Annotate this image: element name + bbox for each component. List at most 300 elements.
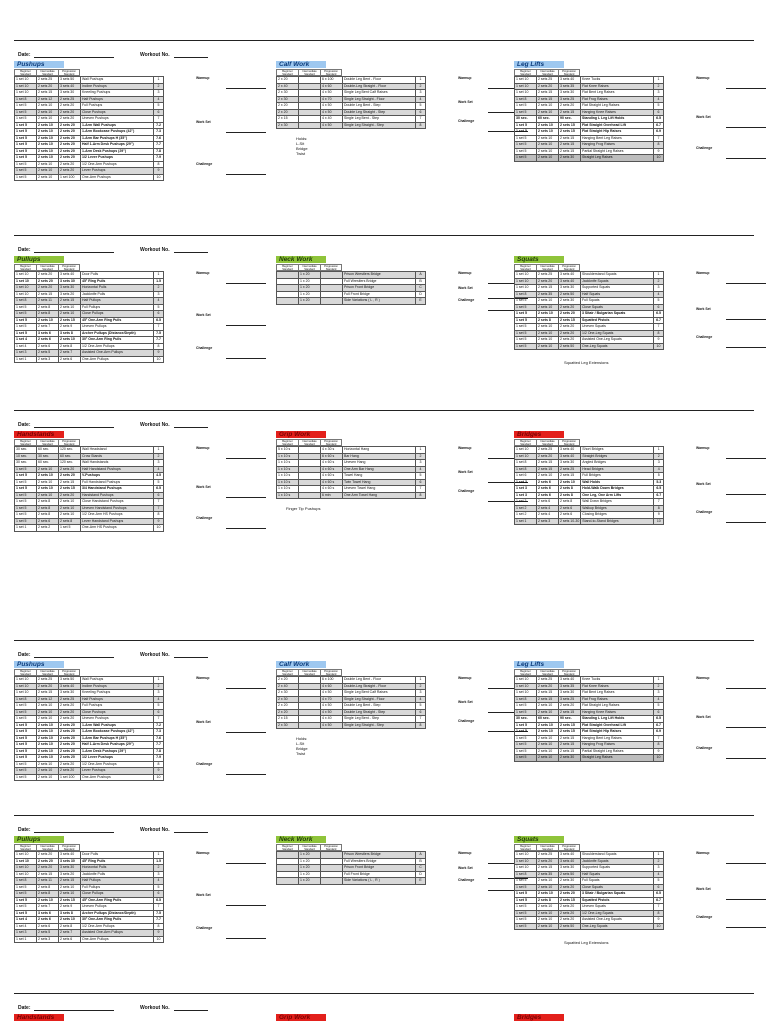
standard-cell: 4 x 60 s [321,486,343,493]
standard-cell: 2 sets 15 [537,285,559,292]
step-number: 7 [154,505,164,512]
standard-cell: 2 sets 15 [37,90,59,97]
date-input[interactable] [34,832,114,833]
standard-cell: 2 sets 10 [537,148,559,155]
standard-cell: 1 set 10 [15,683,37,690]
standard-cell: 2 x 30 [277,122,299,129]
standard-cell: 1 set 10 [515,90,537,97]
workout-no-label: Workout No. [140,827,170,833]
standard-cell: 2 sets 20 [559,891,581,898]
step-number: 4.5 [154,473,164,480]
exercise-name: Hanging Frog Raises [581,142,654,149]
standard-cell: 2 sets 10 [37,135,59,142]
step-number: C [416,865,426,872]
step-number: 6.7 [654,897,664,904]
exercise-name: 45° Ring Pulls [81,278,154,285]
standard-cell: 2 sets 10 [37,768,59,775]
step-number: 8 [654,330,664,337]
standard-cell: 3 sets 30 [59,858,81,865]
warmup-input[interactable] [726,458,766,459]
note-line: Squatted Leg Extensions [564,940,609,945]
exercise-section-handstands [14,1014,64,1021]
standard-cell: 2 sets 50 [559,871,581,878]
standard-cell: 2 x 30 [277,96,299,103]
exercise-section-pushups [14,61,164,181]
table-row [15,525,164,532]
challenge-label: Challenge [696,510,713,515]
challenge-input[interactable] [226,358,266,359]
standard-cell: 2 sets 9 [59,324,81,331]
step-number: 9 [654,337,664,344]
standard-cell: 2 sets 8 [559,499,581,506]
standard-cell: 2 sets 10 [59,505,81,512]
exercise-table [14,446,164,532]
standard-cell: 1 set 5 [15,729,37,736]
section-notes [564,360,664,365]
step-number: 7.3 [154,729,164,736]
step-number: 6.5 [154,317,164,324]
standard-header: Progression Standard [558,264,580,271]
work-set-input[interactable] [226,325,266,326]
table-row [15,174,164,181]
exercise-name: Flat Frog Raises [581,96,654,103]
note-line: Squatted Leg Extensions [564,360,609,365]
step-number: 5 [154,304,164,311]
standards-header [14,844,164,851]
exercise-name: Hanging Bent Leg Raises [581,135,654,142]
work-set-input[interactable] [226,497,266,498]
note-line: Holds: [296,136,308,141]
challenge-input[interactable] [726,347,766,348]
standard-cell: 1 set 5 [515,304,537,311]
step-number: 1 [416,77,426,84]
work-set-input[interactable] [226,132,266,133]
standard-header: Intermediate Standard [298,264,320,271]
section-title: Handstands [14,431,64,438]
work-set-input[interactable] [726,494,766,495]
work-set-input[interactable] [726,127,766,128]
exercise-name: Single Leg Straight - Step [343,122,416,129]
standard-cell: 2 sets 20 [59,135,81,142]
exercise-section-neck [276,836,426,885]
standard-cell: 1 set 10 [515,272,537,279]
step-number: 1 [154,272,164,279]
step-number: 3 [154,291,164,298]
standard-cell: 6 min [321,492,343,499]
standard-cell: 2 sets 15 [537,690,559,697]
exercise-name: 1-Arm Desk Pushups (29") [81,148,154,155]
table-row [515,923,664,930]
challenge-input[interactable] [226,774,266,775]
work-set-input[interactable] [726,899,766,900]
warmup-input[interactable] [726,88,766,89]
exercise-name: Close Squats [581,304,654,311]
standard-cell: 1 set 6 [515,473,537,480]
standard-cell: 2 sets 15 [559,709,581,716]
standard-cell: 2 sets 15 [59,486,81,493]
step-number: 4 [654,871,664,878]
exercise-name: Single Leg Bent - Step [343,116,416,123]
step-number: 7.8 [154,748,164,755]
standard-cell: 2 sets 35 [537,871,559,878]
step-number: 5 [416,103,426,110]
warmup-input[interactable] [226,283,266,284]
standard-cell: 2 sets 8 [37,499,59,506]
step-number: 6.5 [654,311,664,318]
standard-cell: 2 sets 10 [37,722,59,729]
exercise-name: Wall Pushups [81,677,154,684]
step-number: 7 [154,904,164,911]
standard-cell: 1 set 10 [515,690,537,697]
standard-cell: 1 set 5 [515,148,537,155]
standard-cell: 1 set 5 [15,703,37,710]
standard-cell: 2 sets 10 [37,729,59,736]
standard-cell: 3 sets 40 [559,447,581,454]
challenge-input[interactable] [726,927,766,928]
date-label: Date: [18,422,31,428]
exercise-name: Close Pullups [81,311,154,318]
warmup-input[interactable] [726,863,766,864]
standard-cell: 1 x 10 s [277,466,299,473]
standard-cell: 4 x 50 [321,703,343,710]
standard-cell: 2 x 20 [277,77,299,84]
step-number: 1 [654,677,664,684]
standard-cell: 1 set 5 [15,897,37,904]
exercise-name: Flat Straight Leg Raises [581,703,654,710]
exercise-name: 45° One-Arm Ring Pulls [81,317,154,324]
step-number: 1 [654,852,664,859]
standard-header: Beginner Standard [276,69,298,76]
standard-cell: 2 sets 6 [59,936,81,943]
standard-cell: 1 set 5 [515,155,537,162]
date-input[interactable] [34,57,114,58]
standard-cell: 1 set 5 [15,761,37,768]
exercise-name: Shoulderstand Squats [581,852,654,859]
standard-cell: 3 sets 35 [559,683,581,690]
standard-cell: 2 sets 10 [37,129,59,136]
step-number: 5 [654,878,664,885]
workout-no-input[interactable] [174,252,208,253]
exercise-name: Half Squats [581,871,654,878]
exercise-name: Knee Tucks [581,77,654,84]
standard-cell: 2 sets 20 [59,761,81,768]
standard-header: Intermediate Standard [536,669,558,676]
standard-cell: 3 sets 50 [59,77,81,84]
standard-cell: 2 sets 20 [59,122,81,129]
warmup-input[interactable] [226,863,266,864]
standards-header [276,844,426,851]
standard-cell: 1 x 10 s [277,492,299,499]
standard-cell: 2 sets 15 [559,109,581,116]
standard-cell: 1 set 10 [515,83,537,90]
standard-cell: 3 sets 40 [559,677,581,684]
work-set-input[interactable] [226,732,266,733]
standard-cell: 2 sets 10 [59,311,81,318]
standard-cell: 3 sets 30 [59,865,81,872]
standard-cell: 2 sets 20 [559,304,581,311]
date-input[interactable] [34,427,114,428]
exercise-name: One-Arm Pullups [81,936,154,943]
standard-cell: 2 sets 8 [37,891,59,898]
standard-header: Intermediate Standard [536,439,558,446]
date-input[interactable] [34,252,114,253]
standard-cell: 2 sets 10 [537,304,559,311]
step-number: 6.7 [654,722,664,729]
standard-cell: 1 set 5 [15,891,37,898]
exercise-name: Wall Down Bridges [581,499,654,506]
standard-cell: 3 sets 30 [59,278,81,285]
standard-cell: 4 x 70 [321,696,343,703]
standard-cell: 2 sets 6 [59,356,81,363]
challenge-input[interactable] [226,528,266,529]
standard-cell: 2 sets 6 [37,923,59,930]
warmup-input[interactable] [226,458,266,459]
step-number: 2 [654,858,664,865]
challenge-input[interactable] [226,938,266,939]
step-number: 8 [654,910,664,917]
standard-cell: 1 x 20 [299,285,321,292]
section-title: Handstands [14,1014,64,1021]
exercise-name: Twin Towel Hang [343,479,416,486]
step-number: 8 [416,722,426,729]
work-set-label: Work Set [458,286,473,291]
exercise-name: Prison Wrestlers Bridge [343,852,416,859]
standard-cell: 2 sets 10 [537,891,559,898]
standard-cell: 1 x 10 s [277,453,299,460]
standard-cell: 2 sets 10 [537,298,559,305]
standard-cell: 4 x 60 s [321,479,343,486]
step-number: 3 [416,90,426,97]
standard-cell: 2 x 15 [277,116,299,123]
work-set-label: Work Set [696,307,711,312]
exercise-name: Half 1-Arm Desk Pushups (29") [81,142,154,149]
standard-cell: 2 sets 8 [559,492,581,499]
standard-cell: 2 sets 8 [37,505,59,512]
exercise-name: Wall Handstands [81,460,154,467]
exercise-name: One-Leg Squats [581,923,654,930]
table-row [515,343,664,350]
exercise-name: Uneven Towel Hang [343,486,416,493]
standard-cell: 2 sets 20 [37,83,59,90]
standard-header: Beginner Standard [276,439,298,446]
standard-header: Progression Standard [58,69,80,76]
standard-header: Progression Standard [558,69,580,76]
standard-cell: 2 sets 10 [37,155,59,162]
exercise-name: Uneven Handstand Pushups [81,505,154,512]
standard-header: Beginner Standard [14,69,36,76]
standards-header [14,69,164,76]
work-set-input[interactable] [726,727,766,728]
standard-cell [277,878,299,885]
standard-header: Intermediate Standard [298,669,320,676]
standard-cell: 2 sets 20 [59,716,81,723]
standard-cell: 1 set 10 [15,291,37,298]
standard-cell: 1 set 10 [15,858,37,865]
standard-cell: 1 set 5 [515,878,537,885]
standard-cell: 2 x 20 [277,709,299,716]
workout-no-label: Workout No. [140,422,170,428]
standard-cell: 1 set 5 [15,755,37,762]
standard-cell: 2 sets 15 [59,317,81,324]
exercise-name: Half Handstand Pushups [81,466,154,473]
work-set-input[interactable] [726,319,766,320]
workout-no-input[interactable] [174,657,208,658]
standard-cell: 2 x 30 [277,90,299,97]
standard-cell: 1 x 20 [299,871,321,878]
standard-cell: 3 sets 40 [559,278,581,285]
exercise-name: Straight Leg Raises [581,755,654,762]
exercise-name: Lever Pushups [81,168,154,175]
exercise-name: One-Leg Squats [581,343,654,350]
exercise-name: Half Pushups [81,96,154,103]
step-number: 5 [654,703,664,710]
exercise-name: Prison Front Bridge [343,865,416,872]
step-number: 9 [154,768,164,775]
standard-cell: 1 set 10 [15,852,37,859]
standard-cell: 3 sets 30 [559,285,581,292]
standard-cell: 5 x 10 s [277,447,299,454]
standard-cell: 2 sets 20 [59,116,81,123]
standard-cell: 3 sets 40 [559,453,581,460]
standard-cell: 1 set 5 [15,716,37,723]
standard-cell: 1 set 5 [515,742,537,749]
standard-cell: 2 x 20 [277,103,299,110]
standard-cell: 2 sets 20 [59,161,81,168]
standard-header: Intermediate Standard [536,844,558,851]
standard-cell: 2 x 20 [277,703,299,710]
step-number: 10 [154,174,164,181]
step-number: 4 [154,696,164,703]
date-input[interactable] [34,657,114,658]
work-set-label: Work Set [196,485,211,490]
standard-cell: 4 x 50 [321,90,343,97]
standard-cell: 2 sets 10 [37,748,59,755]
standard-cell: 4 x 60 [321,683,343,690]
standard-cell: 1 set 1 [15,356,37,363]
standard-header: Progression Standard [320,69,342,76]
standard-cell: 2 sets 20 [59,148,81,155]
standard-cell: 2 sets 6 [559,505,581,512]
challenge-input[interactable] [726,522,766,523]
standard-cell: 2 sets 20 [559,311,581,318]
exercise-name: Flat Straight Overhead Lift [581,122,654,129]
challenge-input[interactable] [226,174,266,175]
step-number: 6 [654,884,664,891]
standard-cell: 2 sets 10 [59,891,81,898]
standard-cell: 2 sets 10 [537,324,559,331]
standard-cell: 2 sets 25 [37,77,59,84]
workout-no-input[interactable] [174,832,208,833]
step-number: 6.7 [654,317,664,324]
standard-header: Intermediate Standard [536,264,558,271]
date-input[interactable] [34,1010,114,1011]
standard-header: Intermediate Standard [36,669,58,676]
warmup-input[interactable] [226,88,266,89]
workout-no-input[interactable] [174,57,208,58]
standard-cell: 2 x 30 [277,690,299,697]
standard-cell: 2 sets 20 [59,103,81,110]
standard-header: Progression Standard [558,439,580,446]
standard-cell: 2 sets 10 [37,174,59,181]
warmup-label: Warmup [196,851,210,855]
standard-header: Progression Standard [320,669,342,676]
standard-cell: 1 set 10 [15,865,37,872]
standard-cell: 1 set 5 [515,748,537,755]
table-row [277,878,426,885]
table-row [277,492,426,499]
standard-cell: 1 set 5 [15,135,37,142]
standard-cell: 2 sets 10 [37,774,59,781]
exercise-name: Jackknife Squats [581,278,654,285]
exercise-name: Assisted One-Arm Pullups [81,350,154,357]
standard-cell: 2 sets 20 [559,904,581,911]
standard-cell: 2 sets 25 [537,852,559,859]
standard-cell [299,492,321,499]
standard-cell: 2 sets 15 [59,897,81,904]
standard-cell: 30 sec. [15,447,37,454]
table-row [515,155,664,162]
exercise-name: Shoulderstand Squats [581,272,654,279]
exercise-table [276,271,426,305]
warmup-input[interactable] [226,688,266,689]
workout-no-input[interactable] [174,1010,208,1011]
challenge-input[interactable] [726,758,766,759]
work-set-label: Work Set [196,313,211,318]
standard-cell: 2 sets 15 [559,129,581,136]
standards-header [276,439,426,446]
step-number: 9 [154,930,164,937]
step-number: 9 [654,512,664,519]
standard-cell: 3 sets 35 [559,83,581,90]
workout-no-label: Workout No. [140,652,170,658]
exercise-name: Handstand Pushups [81,492,154,499]
warmup-input[interactable] [726,283,766,284]
standard-cell: 1 set 5 [15,148,37,155]
exercise-name: Assisted One-Arm Pullups [81,930,154,937]
standard-cell: 1 set 10 [15,677,37,684]
step-number: 4 [154,96,164,103]
step-number: 9 [654,148,664,155]
standard-cell: 4 x 50 [321,103,343,110]
standard-cell: 1 set 3 [515,499,537,506]
challenge-input[interactable] [726,158,766,159]
standard-cell: 2 sets 10 [37,735,59,742]
warmup-input[interactable] [726,688,766,689]
exercise-name: 1-Arm Bookcase Pushups (42") [81,129,154,136]
workout-no-input[interactable] [174,427,208,428]
exercise-name: Double Leg Straight - Step [343,709,416,716]
date-label: Date: [18,52,31,58]
step-number: 5 [154,479,164,486]
step-number: 7.9 [154,155,164,162]
standard-cell: 2 sets 4 [537,505,559,512]
step-number: 7 [416,116,426,123]
standard-cell: 1 set 5 [15,103,37,110]
standard-cell: 1 set 5 [15,311,37,318]
standard-cell: 2 sets 25 [37,677,59,684]
exercise-name: Side Variations ( L , R ) [343,878,416,885]
step-number: 6 [416,479,426,486]
challenge-label: Challenge [696,915,713,920]
standard-cell: 2 sets 10 [537,729,559,736]
standard-cell: 2 sets 20 [537,83,559,90]
step-number: 8 [654,505,664,512]
step-number: 10 [654,923,664,930]
exercise-name: Full Pushups [81,703,154,710]
work-set-input[interactable] [226,905,266,906]
exercise-name: Side Variations ( L , R ) [343,298,416,305]
standard-cell: 1 set 3 [515,492,537,499]
